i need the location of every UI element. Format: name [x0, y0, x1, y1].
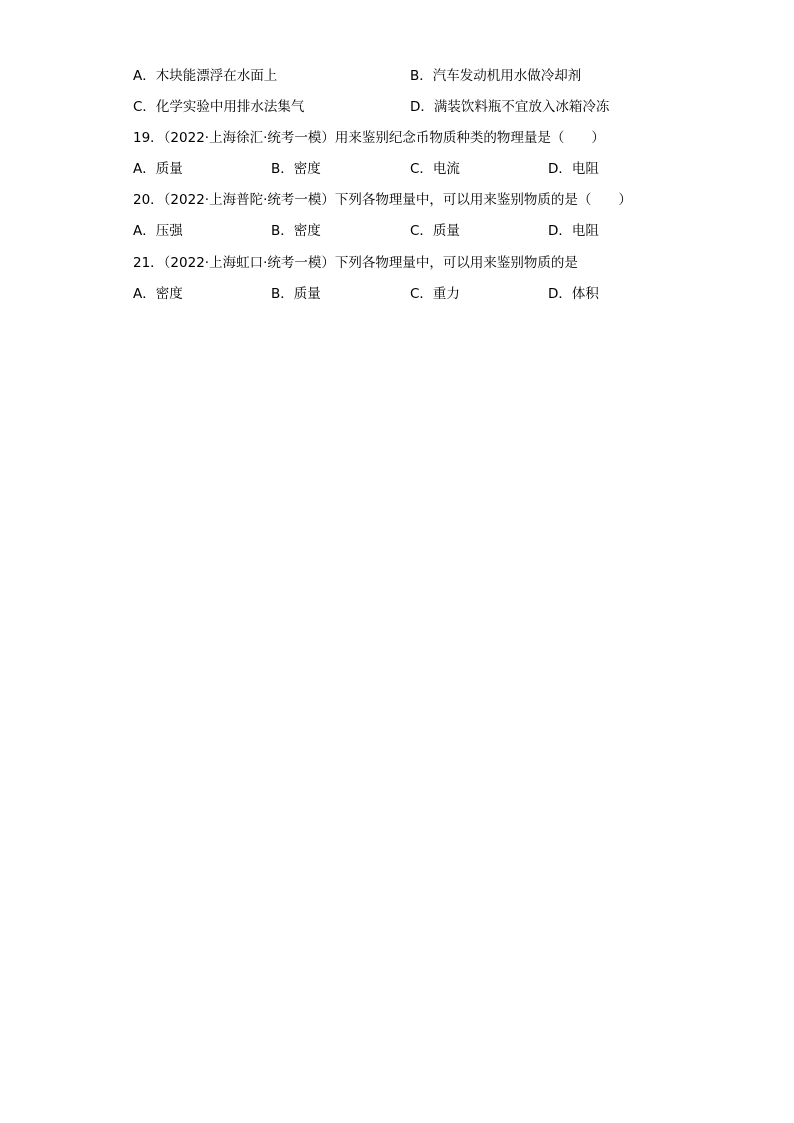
q20-text: 20．（2022·上海普陀·统考一模）下列各物理量中，可以用来鉴别物质的是（ ） — [133, 192, 632, 208]
q19-option-a: A．质量 — [133, 161, 183, 177]
q18-option-b: B．汽车发动机用水做冷却剂 — [410, 68, 582, 84]
q21-option-c: C．重力 — [410, 286, 460, 302]
q21-option-d: D．体积 — [548, 286, 599, 302]
q20-option-a: A．压强 — [133, 223, 183, 239]
q20-option-d: D．电阻 — [548, 223, 599, 239]
q19-stem — [133, 128, 605, 148]
q19-text: 19．（2022·上海徐汇·统考一模）用来鉴别纪念币物质种类的物理量是（ ） — [133, 130, 605, 146]
q20-option-c: C．质量 — [410, 223, 460, 239]
q20-option-b: B．密度 — [271, 223, 321, 239]
q19-option-b: B．密度 — [271, 161, 321, 177]
q18-option-a: A．木块能漂浮在水面上 — [133, 68, 278, 84]
q18-option-c: C．化学实验中用排水法集气 — [133, 99, 305, 115]
q21-option-a: A．密度 — [133, 286, 183, 302]
q20-stem — [133, 190, 632, 210]
q21-text: 21．（2022·上海虹口·统考一模）下列各物理量中，可以用来鉴别物质的是 — [133, 255, 578, 271]
q19-option-c: C．电流 — [410, 161, 460, 177]
q21-option-b: B．质量 — [271, 286, 321, 302]
q21-stem — [133, 253, 578, 273]
q19-option-d: D．电阻 — [548, 161, 599, 177]
q18-option-d: D．满装饮料瓶不宜放入冰箱冷冻 — [410, 99, 610, 115]
